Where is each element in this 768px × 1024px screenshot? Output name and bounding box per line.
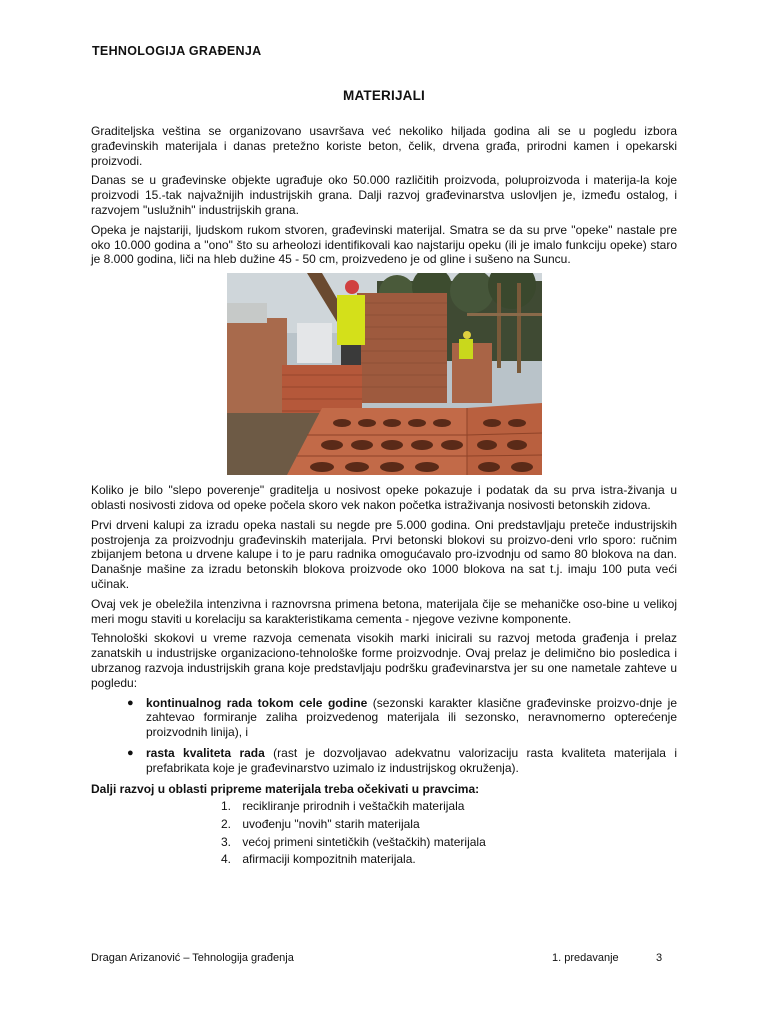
numbered-item bbox=[221, 851, 677, 869]
numbered-item bbox=[221, 798, 677, 816]
list-item-text: (sezonski karakter klasične građevinske proizvo-dnje je zahtevao formiranje zaliha proizvedenog materijala ili sezonsko, neravnomerno opterećenje proizvodnih linija), i bbox=[146, 695, 677, 740]
list-item-text: (rast je dozvoljavao adekvatnu valorizaciju rasta kvaliteta materijala i prefabrikata koje je građevinarstvo uzimalo iz industrijskog okruženja). bbox=[146, 745, 677, 775]
main-content bbox=[91, 124, 677, 869]
list-item bbox=[91, 696, 677, 740]
item-text: recikliranje prirodnih i veštačkih materijala bbox=[242, 799, 465, 814]
paragraph-3: Opeka je najstariji, ljudskom rukom stvoren, građevinski materijal. Smatra se da su prve "opeke" nastale pre oko 10.000 godina a "ono" što su arheolozi identifikovali kao najstariju opeku (ili je imalo funkciju opeke) staro je 8.000 godina, liči na hleb dužine 45 - 50 cm, proizvedeno je od gline i sušeno na Suncu. bbox=[91, 222, 677, 267]
page-title: MATERIJALI bbox=[343, 88, 425, 103]
photo-container bbox=[91, 273, 677, 475]
item-number: 2. bbox=[221, 816, 232, 831]
list-item bbox=[91, 746, 677, 776]
item-text: afirmaciji kompozitnih materijala. bbox=[242, 852, 416, 867]
requirements-list bbox=[91, 696, 677, 776]
item-text: uvođenju "novih" starih materijala bbox=[242, 816, 420, 831]
paragraph-6: Ovaj vek je obeležila intenzivna i raznovrsna primena betona, materijala čije se mehaničke oso-bine u velikoj meri mogu staviti u korelaciju sa karakteristikama cementa - njegove vezivne komponente. bbox=[91, 596, 677, 626]
running-header: TEHNOLOGIJA GRAĐENJA bbox=[92, 44, 262, 58]
numbered-list bbox=[91, 798, 677, 868]
item-number: 3. bbox=[221, 834, 232, 849]
item-text: većoj primeni sintetičkih (veštačkih) materijala bbox=[242, 834, 486, 849]
lead-sentence: Dalji razvoj u oblasti pripreme materijala treba očekivati u pravcima: bbox=[91, 781, 480, 796]
bullet-icon: ● bbox=[127, 746, 134, 759]
list-item-bold: kontinualnog rada tokom cele godine bbox=[146, 695, 368, 710]
paragraph-4: Koliko je bilo "slepo poverenje" graditelja u nosivost opeke pokazuje i podatak da su prva istra-živanja u oblasti nosivosti zidova od opeke počela skoro vek nakon početka istraživanja nosivosti betonskih zidova. bbox=[91, 483, 677, 512]
paragraph-7: Tehnološki skokovi u vreme razvoja cemenata visokih marki inicirali su razvoj metoda građenja i prelaz zanatskih u industrijske organizaciono-tehnološke forme proizvodnje. Ovaj prelaz je delimično bio posledica i ubrzanog razvoja industrijskih grana koje predstavljaju podršku građevinarstva jer su one nametale zahteve u pogledu: bbox=[91, 631, 677, 690]
bullet-icon: ● bbox=[127, 696, 134, 709]
bricklaying-photo bbox=[227, 273, 542, 475]
item-number: 1. bbox=[221, 799, 232, 814]
numbered-item bbox=[221, 834, 677, 852]
footer-lecture: 1. predavanje bbox=[552, 952, 619, 964]
paragraph-1: Graditeljska veština se organizovano usavršava već nekoliko hiljada godina ali se u pogledu izbora građevinskih materijala i danas pretežno koriste beton, čelik, drvena građa, prirodni kamen i opekarski proizvodi. bbox=[91, 124, 677, 168]
page-number: 3 bbox=[656, 952, 663, 964]
item-number: 4. bbox=[221, 852, 232, 867]
paragraph-5: Prvi drveni kalupi za izradu opeka nastali su negde pre 5.000 godina. Oni predstavljaju preteče industrijskih postrojenja za proizvodnju građevinskih materijala. Prvi betonski blokovi su proizvo-deni vrlo sporo: ručnim zbijanjem betona u drvene kalupe i to je paru radnika omogućavalo pro-izvodnju od samo 80 blokova na dan. Današnje mašine za izradu betonskih blokova proizvode oko 1000 blokova na sat t.j. imaju 100 puta veći učinak. bbox=[91, 517, 677, 591]
footer-author: Dragan Arizanović – Tehnologija građenja bbox=[91, 952, 294, 964]
numbered-item bbox=[221, 816, 677, 834]
paragraph-2: Danas se u građevinske objekte ugrađuje oko 50.000 različitih proizvoda, poluproizvoda i materija-la koje proizvodi 15.-tak najvažnijih industrijskih grana. Dalji razvoj građevinarstva uslovljen je, između ostalog, i razvojem "uslužnih" industrijskih grana. bbox=[91, 173, 677, 217]
list-item-bold: rasta kvaliteta rada bbox=[146, 745, 265, 760]
